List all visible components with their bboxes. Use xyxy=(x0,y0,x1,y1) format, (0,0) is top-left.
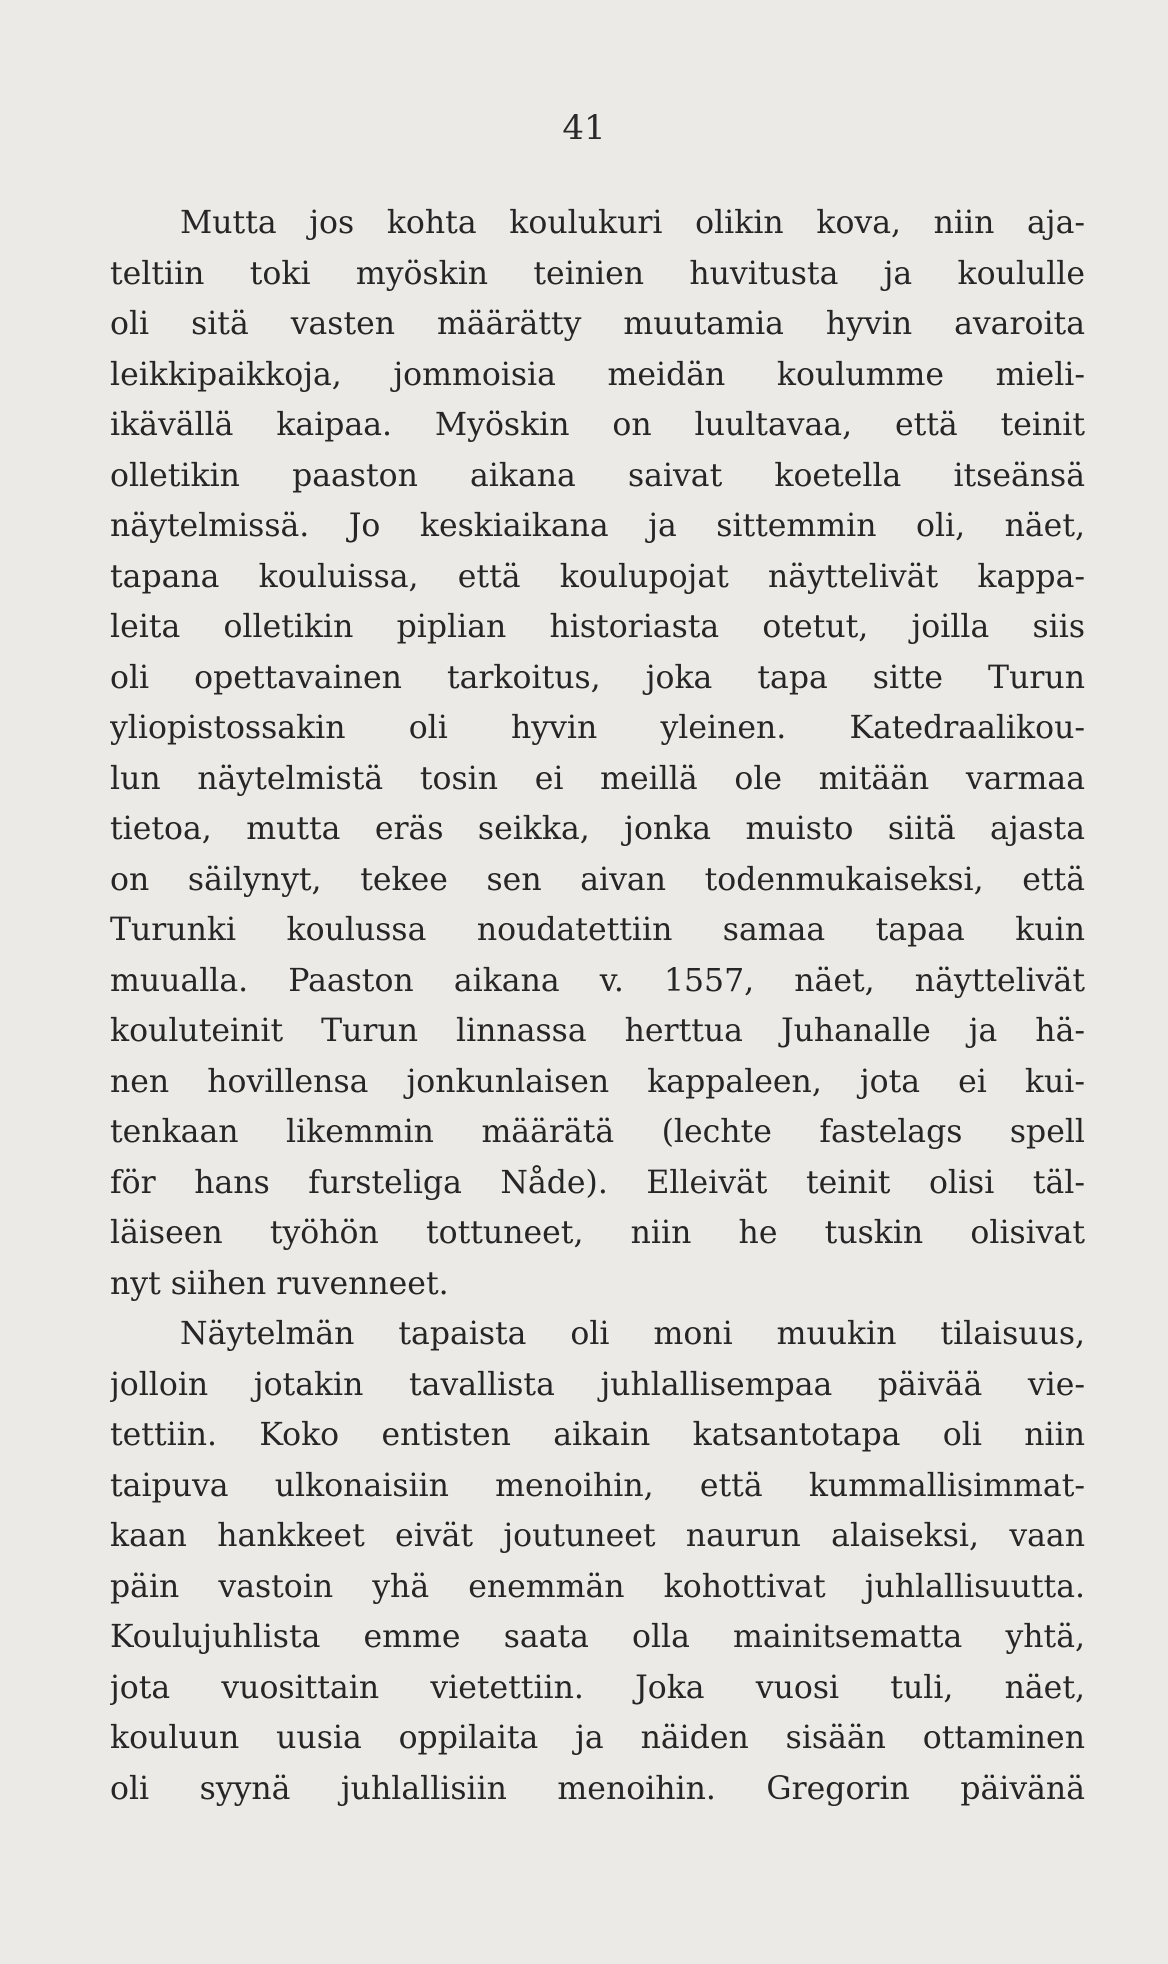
text-line: ikävällä kaipaa. Myöskin on luultavaa, että teinit xyxy=(110,407,1085,443)
text-line: för hans fursteliga Nåde). Elleivät teinit olisi täl- xyxy=(110,1164,1085,1201)
text-line: yliopistossakin oli hyvin yleinen. Katedraalikou- xyxy=(110,710,1085,746)
text-line: jolloin jotakin tavallista juhlallisempaa päivää vie- xyxy=(110,1366,1085,1403)
text-line: kouluun uusia oppilaita ja näiden sisään ottaminen xyxy=(110,1720,1085,1756)
text-line: on säilynyt, tekee sen aivan todenmukaiseksi, että xyxy=(110,861,1085,898)
text-line: muualla. Paaston aikana v. 1557, näet, näyttelivät xyxy=(110,962,1085,999)
text-line: Näytelmän tapaista oli moni muukin tilaisuus, xyxy=(180,1316,1085,1352)
text-line: kouluteinit Turun linnassa herttua Juhanalle ja hä- xyxy=(110,1013,1085,1049)
text-line: Koulujuhlista emme saata olla mainitsematta yhtä, xyxy=(110,1619,1085,1655)
text-line: tietoa, mutta eräs seikka, jonka muisto siitä ajasta xyxy=(110,811,1085,847)
text-line: oli sitä vasten määrätty muutamia hyvin avaroita xyxy=(110,306,1085,342)
text-line: tenkaan likemmin määrätä (lechte fastelags spell xyxy=(110,1114,1085,1150)
text-line: lun näytelmistä tosin ei meillä ole mitään varmaa xyxy=(110,760,1085,797)
text-line: Mutta jos kohta koulukuri olikin kova, niin aja- xyxy=(180,205,1085,241)
text-line: olletikin paaston aikana saivat koetella itseänsä xyxy=(110,457,1085,494)
text-line: oli syynä juhlallisiin menoihin. Gregorin päivänä xyxy=(110,1770,1085,1807)
text-line: kaan hankkeet eivät joutuneet naurun alaiseksi, vaan xyxy=(110,1518,1085,1554)
text-line: tettiin. Koko entisten aikain katsantotapa oli niin xyxy=(110,1417,1085,1453)
body-text xyxy=(110,198,1085,1814)
text-line: leita olletikin piplian historiasta otetut, joilla siis xyxy=(110,609,1085,645)
text-line: Turunki koulussa noudatettiin samaa tapaa kuin xyxy=(110,912,1085,948)
text-line: teltiin toki myöskin teinien huvitusta ja koululle xyxy=(110,255,1085,292)
text-line: nyt siihen ruvenneet. xyxy=(110,1265,449,1302)
text-line: näytelmissä. Jo keskiaikana ja sittemmin oli, näet, xyxy=(110,508,1085,544)
text-line: leikkipaikkoja, jommoisia meidän koulumme mieli- xyxy=(110,356,1085,393)
text-line: jota vuosittain vietettiin. Joka vuosi tuli, näet, xyxy=(110,1669,1085,1706)
text-line: läiseen työhön tottuneet, niin he tuskin olisivat xyxy=(110,1215,1085,1251)
text-line: tapana kouluissa, että koulupojat näyttelivät kappa- xyxy=(110,558,1085,595)
text-line: päin vastoin yhä enemmän kohottivat juhlallisuutta. xyxy=(110,1568,1085,1605)
text-line: oli opettavainen tarkoitus, joka tapa sitte Turun xyxy=(110,659,1085,696)
page-number: 41 xyxy=(562,108,606,148)
text-line: nen hovillensa jonkunlaisen kappaleen, jota ei kui- xyxy=(110,1063,1085,1100)
text-line: taipuva ulkonaisiin menoihin, että kummallisimmat- xyxy=(110,1467,1085,1504)
